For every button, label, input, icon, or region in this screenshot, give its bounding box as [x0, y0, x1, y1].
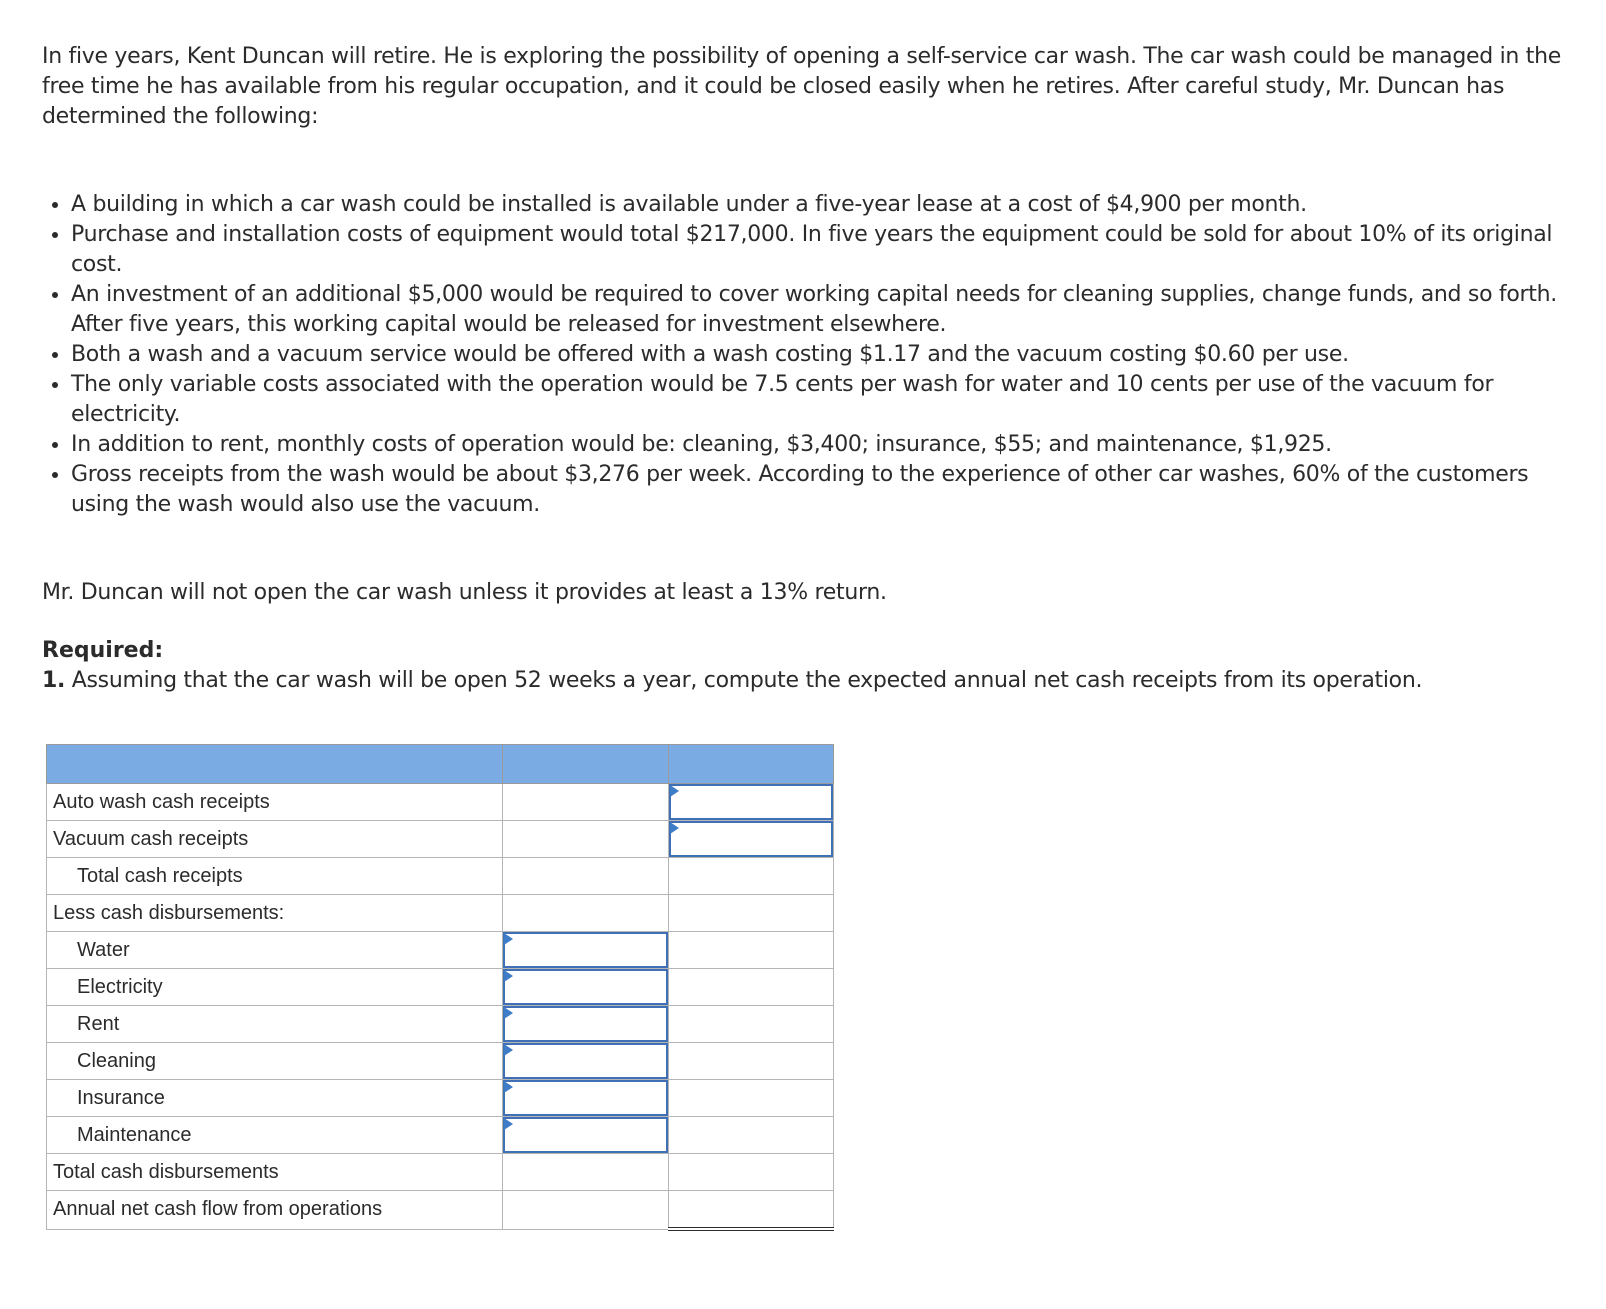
empty-cell	[503, 1191, 668, 1230]
required-heading: Required:	[42, 638, 164, 663]
table-row-electricity	[47, 969, 834, 1006]
question-1	[42, 666, 1587, 696]
fact-item: • The only variable costs associated with the operation would be 7.5 cents per wash for water and 10 cents per use of the vacuum for electricity.	[71, 370, 1587, 430]
fact-item: • Gross receipts from the wash would be about $3,276 per week. According to the experience of other car washes, 60% of the customers using the wash would also use the vacuum.	[71, 460, 1587, 520]
empty-cell	[668, 932, 833, 969]
table-row-rent	[47, 1006, 834, 1043]
cleaning-input[interactable]	[503, 1043, 668, 1080]
fact-item: • Both a wash and a vacuum service would be offered with a wash costing $1.17 and the vacuum costing $0.60 per use.	[71, 340, 1587, 370]
total-receipts-cell	[668, 858, 833, 895]
question-number: 1.	[42, 668, 66, 693]
auto-wash-total-input[interactable]	[668, 784, 833, 821]
row-label: Auto wash cash receipts	[47, 784, 503, 821]
maintenance-input[interactable]	[503, 1117, 668, 1154]
fact-item: • In addition to rent, monthly costs of operation would be: cleaning, $3,400; insurance, $55; and maintenance, $1,925.	[71, 430, 1587, 460]
empty-cell	[503, 821, 668, 858]
header-cell	[668, 745, 833, 784]
header-cell	[503, 745, 668, 784]
row-label: Annual net cash flow from operations	[47, 1191, 503, 1230]
table-row-maintenance	[47, 1117, 834, 1154]
return-condition: Mr. Duncan will not open the car wash unless it provides at least a 13% return.	[42, 580, 887, 605]
dropdown-indicator-icon	[504, 933, 513, 945]
dropdown-indicator-icon	[504, 1118, 513, 1130]
dropdown-indicator-icon	[504, 1081, 513, 1093]
row-label: Maintenance	[47, 1117, 503, 1154]
cash-receipts-table	[46, 744, 834, 1231]
table-row-cleaning	[47, 1043, 834, 1080]
row-label: Electricity	[47, 969, 503, 1006]
fact-item: • An investment of an additional $5,000 would be required to cover working capital needs for cleaning supplies, change funds, and so forth. After five years, this working capital would be released for investment elsewhere.	[71, 280, 1587, 340]
row-label: Rent	[47, 1006, 503, 1043]
vacuum-total-input[interactable]	[668, 821, 833, 858]
rent-input[interactable]	[503, 1006, 668, 1043]
row-label: Insurance	[47, 1080, 503, 1117]
net-cash-flow-cell	[668, 1191, 833, 1230]
table-row-net-cash-flow	[47, 1191, 834, 1230]
water-input[interactable]	[503, 932, 668, 969]
empty-cell	[668, 969, 833, 1006]
table-row-total-disbursements	[47, 1154, 834, 1191]
row-label: Total cash disbursements	[47, 1154, 503, 1191]
header-cell	[47, 745, 503, 784]
intro-paragraph: In five years, Kent Duncan will retire. He is exploring the possibility of opening a self-service car wash. The car wash could be managed in the free time he has available from his regular occupation, and it could be closed easily when he retires. After careful study, Mr. Duncan has determined the following:	[42, 44, 1561, 129]
empty-cell	[503, 1154, 668, 1191]
fact-item: • Purchase and installation costs of equipment would total $217,000. In five years the equipment could be sold for about 10% of its original cost.	[71, 220, 1587, 280]
empty-cell	[668, 1043, 833, 1080]
empty-cell	[668, 1080, 833, 1117]
fact-item: • A building in which a car wash could be installed is available under a five-year lease at a cost of $4,900 per month.	[71, 190, 1587, 220]
row-label: Water	[47, 932, 503, 969]
question-text: Assuming that the car wash will be open 52 weeks a year, compute the expected annual net cash receipts from its operation.	[65, 668, 1423, 693]
total-disbursements-cell	[668, 1154, 833, 1191]
row-label: Vacuum cash receipts	[47, 821, 503, 858]
empty-cell	[503, 858, 668, 895]
table-row-less-disbursements	[47, 895, 834, 932]
table-header-row	[47, 745, 834, 784]
empty-cell	[668, 895, 833, 932]
facts-list	[42, 190, 1587, 520]
empty-cell	[503, 895, 668, 932]
empty-cell	[668, 1117, 833, 1154]
insurance-input[interactable]	[503, 1080, 668, 1117]
row-label: Total cash receipts	[47, 858, 503, 895]
table-row-water	[47, 932, 834, 969]
problem-text	[42, 42, 1587, 696]
dropdown-indicator-icon	[670, 822, 679, 834]
empty-cell	[503, 784, 668, 821]
empty-cell	[668, 1006, 833, 1043]
table-row-auto-wash	[47, 784, 834, 821]
dropdown-indicator-icon	[504, 1007, 513, 1019]
dropdown-indicator-icon	[504, 1044, 513, 1056]
row-label: Less cash disbursements:	[47, 895, 503, 932]
table-row-total-receipts	[47, 858, 834, 895]
dropdown-indicator-icon	[504, 970, 513, 982]
table-row-insurance	[47, 1080, 834, 1117]
table-row-vacuum	[47, 821, 834, 858]
row-label: Cleaning	[47, 1043, 503, 1080]
electricity-input[interactable]	[503, 969, 668, 1006]
dropdown-indicator-icon	[670, 785, 679, 797]
